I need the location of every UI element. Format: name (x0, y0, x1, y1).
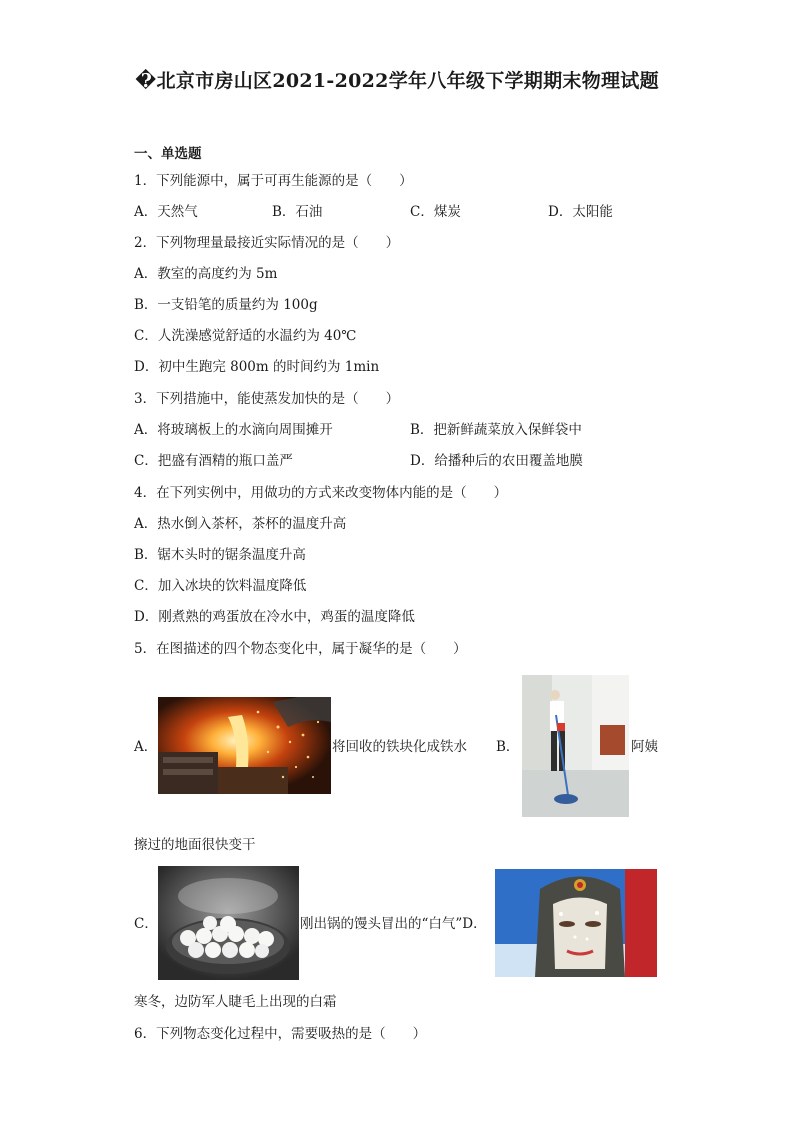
question-2-option-b: B．一支铅笔的质量约为 100g (134, 297, 318, 313)
question-5-option-a-text: 将回收的铁块化成铁水 (332, 739, 467, 755)
question-4-option-b: B．锯木头时的锯条温度升高 (134, 547, 306, 563)
question-1-option-c: C．煤炭 (410, 204, 461, 220)
question-5-option-b-label: B． (496, 739, 520, 755)
frosted-soldier-photo (495, 869, 657, 977)
question-2-option-a: A．教室的高度约为 5m (134, 266, 278, 282)
question-3-option-c: C．把盛有酒精的瓶口盖严 (134, 453, 293, 469)
question-2-option-c: C．人洗澡感觉舒适的水温约为 40℃ (134, 328, 357, 344)
question-5-option-a-label: A． (134, 739, 158, 755)
question-1-option-d: D．太阳能 (548, 204, 613, 220)
question-1-stem: 1．下列能源中，属于可再生能源的是（ ） (134, 173, 413, 189)
question-3-option-d: D．给播种后的农田覆盖地膜 (410, 453, 583, 469)
question-5-option-c-label: C． (134, 916, 158, 932)
question-5-option-c-text: 刚出锅的馒头冒出的“白气”D． (300, 916, 487, 932)
question-3-stem: 3．下列措施中，能使蒸发加快的是（ ） (134, 391, 400, 407)
question-2-stem: 2．下列物理量最接近实际情况的是（ ） (134, 235, 400, 251)
molten-iron-photo (158, 697, 331, 794)
question-5-option-b-text-1: 阿姨 (631, 739, 658, 755)
question-4-option-c: C．加入冰块的饮料温度降低 (134, 578, 307, 594)
section-heading: 一、单选题 (134, 146, 202, 162)
question-2-option-d: D．初中生跑完 800m 的时间约为 1min (134, 359, 380, 375)
question-3-option-b: B．把新鲜蔬菜放入保鲜袋中 (410, 422, 582, 438)
question-4-option-a: A．热水倒入茶杯，茶杯的温度升高 (134, 516, 347, 532)
steamed-buns-photo (158, 866, 299, 980)
question-5-stem: 5．在图描述的四个物态变化中，属于凝华的是（ ） (134, 641, 467, 657)
question-1-option-b: B．石油 (272, 204, 323, 220)
question-5-option-b-text-2: 擦过的地面很快变干 (134, 837, 256, 853)
question-3-option-a: A．将玻璃板上的水滴向周围摊开 (134, 422, 333, 438)
question-4-option-d: D．刚煮熟的鸡蛋放在冷水中，鸡蛋的温度降低 (134, 609, 415, 625)
mopping-floor-photo (522, 675, 629, 817)
question-5-option-d-text: 寒冬，边防军人睫毛上出现的白霜 (134, 994, 337, 1010)
question-4-stem: 4．在下列实例中，用做功的方式来改变物体内能的是（ ） (134, 485, 508, 501)
question-1-option-a: A．天然气 (134, 204, 198, 220)
page-title: �北京市房山区2021-2022学年八年级下学期期末物理试题 (135, 70, 659, 92)
question-6-stem: 6．下列物态变化过程中，需要吸热的是（ ） (134, 1026, 427, 1042)
